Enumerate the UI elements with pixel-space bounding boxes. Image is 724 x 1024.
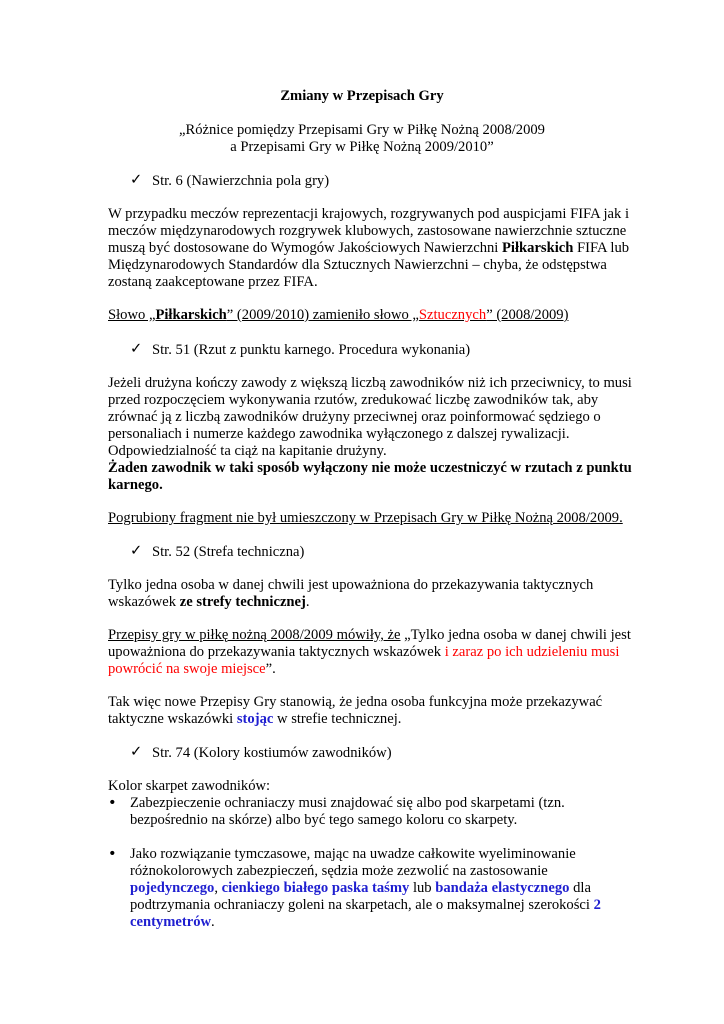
text-run: dla: [569, 880, 591, 896]
text-run: lub: [409, 880, 436, 896]
bold-paragraph-line: Żaden zawodnik w taki sposób wyłączony nie może uczestniczyć w rzutach z punktu: [108, 460, 632, 476]
paragraph-line: W przypadku meczów reprezentacji krajowych, rozgrywanych pod auspicjami FIFA jak i: [108, 206, 630, 222]
change-note-str6: [108, 306, 568, 324]
paragraph-line: Tylko jedna osoba w danej chwili jest upoważniona do przekazywania taktycznych: [108, 577, 594, 593]
paragraph-line: Międzynarodowych Standardów dla Sztucznych Nawierzchni – chyba, że odstępstwa: [108, 257, 607, 273]
text-run: ”.: [265, 661, 276, 677]
text-run: wskazówek: [108, 594, 180, 610]
paragraph-line: [108, 660, 276, 678]
text-run: FIFA lub: [573, 240, 630, 256]
section-heading-str6: Str. 6 (Nawierzchnia pola gry): [152, 173, 330, 189]
paragraph-line: Odpowiedzialność ta ciąż na kapitanie drużyny.: [108, 443, 387, 459]
red-text: i zaraz po ich udzieleniu musi: [444, 644, 620, 660]
paragraph-line: meczów międzynarodowych rozgrywek klubowych, zastosowane nawierzchnie sztuczne: [108, 223, 627, 239]
change-note-str51: Pogrubiony fragment nie był umieszczony w Przepisach Gry w Piłkę Nożną 2008/2009.: [108, 510, 623, 526]
text-run: Słowo „: [108, 307, 156, 323]
blue-bold-text: stojąc: [236, 711, 274, 727]
bullet-line: [130, 913, 215, 931]
text-run: .: [211, 914, 215, 930]
text-run: ,: [214, 880, 222, 896]
paragraph-line: zrównać ją z liczbą zawodników drużyny przeciwnej oraz poinformować sędziego o: [108, 409, 601, 425]
bold-text: Piłkarskich: [502, 240, 574, 256]
red-text: Sztucznych: [418, 307, 487, 323]
bullet-line: Jako rozwiązanie tymczasowe, mając na uwadze całkowite wyeliminowanie: [130, 846, 576, 862]
bullet-icon: •: [108, 845, 117, 862]
paragraph-line: personaliach i numerze każdego zawodnika wyłączonego z dalszej rywalizacji.: [108, 426, 570, 442]
section-heading-str74: Str. 74 (Kolory kostiumów zawodników): [152, 745, 392, 761]
paragraph-line: [108, 643, 619, 661]
subtitle-line-1: „Różnice pomiędzy Przepisami Gry w Piłkę Nożną 2008/2009: [179, 122, 545, 138]
red-text: powrócić na swoje miejsce: [108, 661, 266, 677]
blue-bold-text: centymetrów: [130, 914, 212, 930]
text-run: ” (2009/2010) zamieniło słowo „: [226, 307, 419, 323]
underlined-text: Przepisy gry w piłkę nożną 2008/2009 mówiły, że: [108, 627, 401, 643]
paragraph-line: Jeżeli drużyna kończy zawody z większą liczbą zawodników niż ich przeciwnicy, to musi: [108, 375, 632, 391]
document-title: Zmiany w Przepisach Gry: [280, 88, 444, 104]
text-run: upoważniona do przekazywania taktycznych wskazówek: [108, 644, 445, 660]
blue-bold-text: bandaża elastycznego: [435, 880, 570, 896]
paragraph-line: [108, 593, 310, 611]
bullet-line: [130, 896, 601, 914]
bullet-line: różnokolorowych zabezpieczeń, sędzia może zezwolić na zastosowanie: [130, 863, 548, 879]
check-icon: ✓: [130, 542, 143, 559]
check-icon: ✓: [130, 743, 143, 760]
paragraph-line: [108, 239, 629, 257]
bold-text: Piłkarskich: [155, 307, 227, 323]
text-run: muszą być dostosowane do Wymogów Jakościowych Nawierzchni: [108, 240, 503, 256]
text-run: w strefie technicznej.: [273, 711, 402, 727]
paragraph-line: Tak więc nowe Przepisy Gry stanowią, że jedna osoba funkcyjna może przekazywać: [108, 694, 603, 710]
text-run: taktyczne wskazówki: [108, 711, 237, 727]
section-heading-str52: Str. 52 (Strefa techniczna): [152, 544, 305, 560]
paragraph-line: przed rozpoczęciem wykonywania rzutów, zredukować liczbę zawodników tak, aby: [108, 392, 599, 408]
check-icon: ✓: [130, 171, 143, 188]
check-icon: ✓: [130, 340, 143, 357]
section-heading-str51: Str. 51 (Rzut z punktu karnego. Procedura wykonania): [152, 342, 471, 358]
bullet-line: Zabezpieczenie ochraniaczy musi znajdować się albo pod skarpetami (tzn.: [130, 795, 565, 811]
blue-bold-text: cienkiego białego paska taśmy: [221, 880, 410, 896]
text-run: .: [305, 594, 310, 610]
paragraph-line: Kolor skarpet zawodników:: [108, 778, 271, 794]
paragraph-line: [108, 626, 631, 644]
text-run: podtrzymania ochraniaczy goleni na skarpetach, ale o maksymalnej szerokości: [130, 897, 594, 913]
blue-bold-text: pojedynczego: [130, 880, 215, 896]
text-run: ” (2008/2009): [486, 307, 569, 323]
bullet-line: bezpośrednio na skórze) albo być tego samego koloru co skarpety.: [130, 812, 518, 828]
bold-text: ze strefy technicznej: [179, 594, 306, 610]
paragraph-line: zostaną zaakceptowane przez FIFA.: [108, 274, 318, 290]
paragraph-line: [108, 710, 401, 728]
bold-paragraph-line: karnego.: [108, 477, 163, 493]
blue-bold-text: 2: [593, 897, 601, 913]
bullet-icon: •: [108, 794, 117, 811]
text-run: „Tylko jedna osoba w danej chwili jest: [400, 627, 631, 643]
subtitle-line-2: a Przepisami Gry w Piłkę Nożną 2009/2010”: [230, 139, 494, 155]
bullet-line: [130, 879, 591, 897]
